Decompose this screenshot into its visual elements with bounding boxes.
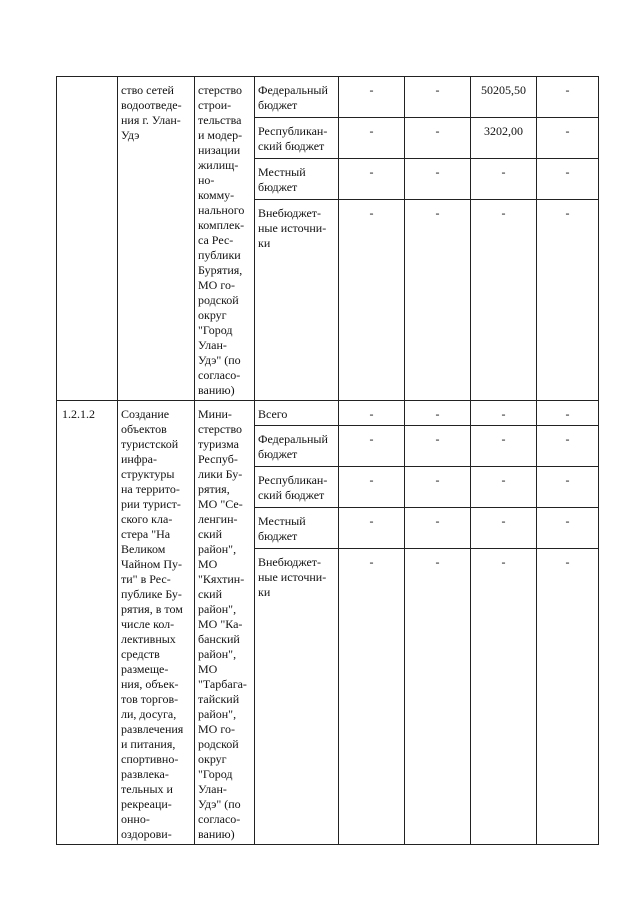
value-cell: - — [405, 118, 471, 159]
value-cell: - — [537, 200, 599, 401]
value-cell: - — [339, 401, 405, 426]
value-cell: - — [405, 549, 471, 845]
value-cell: - — [405, 77, 471, 118]
value-cell: - — [405, 508, 471, 549]
funding-source: Всего — [255, 401, 339, 426]
value-cell: - — [405, 467, 471, 508]
value-cell: - — [405, 200, 471, 401]
value-cell: - — [339, 159, 405, 200]
funding-source: Внебюджет- ные источни- ки — [255, 200, 339, 401]
value-cell: - — [339, 200, 405, 401]
value-cell: - — [537, 467, 599, 508]
funding-source: Внебюджет- ные источни- ки — [255, 549, 339, 845]
value-cell: - — [471, 426, 537, 467]
value-cell: - — [339, 508, 405, 549]
value-cell: - — [339, 118, 405, 159]
value-cell: - — [537, 549, 599, 845]
row-number: 1.2.1.2 — [57, 401, 118, 845]
value-cell: 3202,00 — [471, 118, 537, 159]
value-cell: - — [537, 118, 599, 159]
value-cell: - — [537, 426, 599, 467]
value-cell: - — [339, 426, 405, 467]
budget-table — [56, 76, 599, 845]
value-cell: - — [405, 401, 471, 426]
value-cell: - — [537, 508, 599, 549]
value-cell: - — [471, 508, 537, 549]
funding-source: Местный бюджет — [255, 508, 339, 549]
table-row — [57, 77, 599, 118]
executor-cell: Мини- стерство туризма Респуб- лики Бу- рятия, МО "Се- ленгин- ский район", МО "Кяхтин- ский район", МО "Ка- банский район", МО "Тарбага- тайский район", МО го- родской округ "Город Улан- Удэ" (по согласо- ванию) — [195, 401, 255, 845]
value-cell: - — [537, 77, 599, 118]
funding-source: Федеральный бюджет — [255, 77, 339, 118]
funding-source: Федеральный бюджет — [255, 426, 339, 467]
value-cell: - — [405, 426, 471, 467]
value-cell: - — [471, 467, 537, 508]
value-cell: - — [537, 159, 599, 200]
value-cell: - — [471, 159, 537, 200]
value-cell: - — [405, 159, 471, 200]
funding-source: Республикан- ский бюджет — [255, 118, 339, 159]
value-cell: - — [339, 77, 405, 118]
table-row — [57, 401, 599, 426]
funding-source: Местный бюджет — [255, 159, 339, 200]
value-cell: - — [339, 467, 405, 508]
measure-description: ство сетей водоотведе- ния г. Улан- Удэ — [118, 77, 195, 401]
value-cell: - — [471, 549, 537, 845]
value-cell: - — [471, 200, 537, 401]
funding-source: Республикан- ский бюджет — [255, 467, 339, 508]
row-number — [57, 77, 118, 401]
measure-description: Создание объектов туристской инфра- структуры на террито- рии турист- ского кла- стера "На Великом Чайном Пу- ти" в Рес- публике Бу- рятия, в том числе кол- лективных средств размеще- ния, объек- тов торгов- ли, досуга, развлечения и питания, спортивно- развлека- тельных и рекреаци- онно- оздорови- — [118, 401, 195, 845]
value-cell: 50205,50 — [471, 77, 537, 118]
executor-cell: стерство строи- тельства и модер- низации жилищ- но- комму- нального комплек- са Рес- публики Бурятия, МО го- родской округ "Город Улан- Удэ" (по согласо- ванию) — [195, 77, 255, 401]
value-cell: - — [471, 401, 537, 426]
value-cell: - — [537, 401, 599, 426]
value-cell: - — [339, 549, 405, 845]
